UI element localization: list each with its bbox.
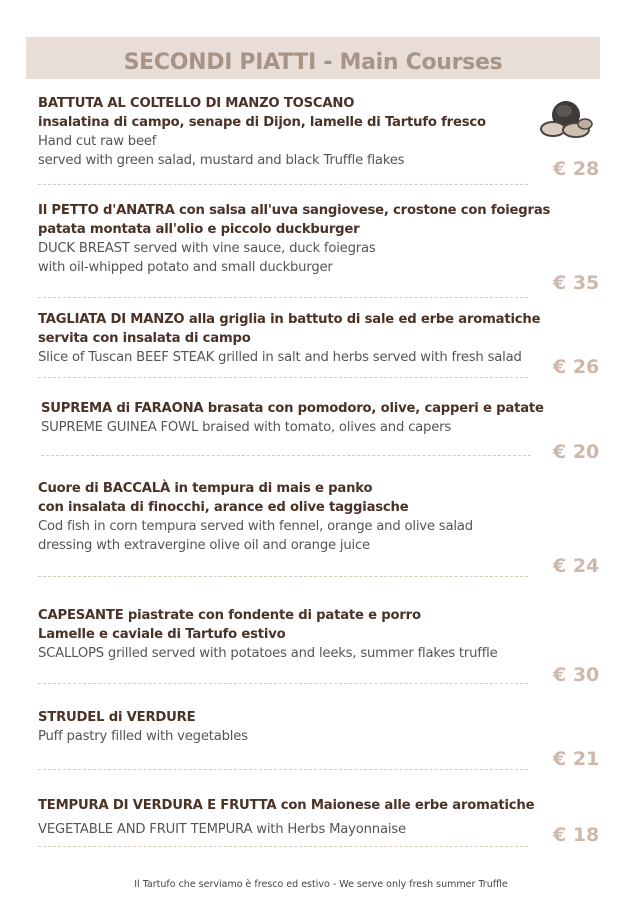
item-price: € 30 — [553, 664, 600, 686]
item-title: servita con insalata di campo — [38, 331, 251, 346]
item-title: SUPREMA di FARAONA brasata con pomodoro, olive, capperi e patate — [41, 401, 544, 416]
item-description: VEGETABLE AND FRUIT TEMPURA with Herbs Mayonnaise — [38, 822, 406, 837]
item-description: Hand cut raw beef — [38, 134, 157, 149]
dashed-divider — [38, 377, 528, 378]
dashed-divider — [41, 455, 531, 456]
item-price: € 24 — [553, 555, 600, 577]
item-title: con insalata di finocchi, arance ed olive taggiasche — [38, 500, 409, 515]
item-title: TAGLIATA DI MANZO alla griglia in battuto di sale ed erbe aromatiche — [38, 312, 541, 327]
item-description: Slice of Tuscan BEEF STEAK grilled in salt and herbs served with fresh salad — [38, 350, 522, 365]
item-description: with oil-whipped potato and small duckburger — [38, 260, 333, 275]
truffle-image — [538, 97, 594, 141]
item-description: DUCK BREAST served with vine sauce, duck foiegras — [38, 241, 376, 256]
dashed-divider — [38, 683, 528, 684]
item-title: Lamelle e caviale di Tartufo estivo — [38, 627, 286, 642]
menu-item — [38, 479, 538, 555]
item-description: Cod fish in corn tempura served with fennel, orange and olive salad — [38, 519, 473, 534]
item-title: STRUDEL di VERDURE — [38, 710, 196, 725]
menu-item — [38, 796, 538, 839]
item-description: SUPREME GUINEA FOWL braised with tomato, olives and capers — [41, 420, 452, 435]
item-title: insalatina di campo, senape di Dijon, lamelle di Tartufo fresco — [38, 115, 486, 130]
section-title: SECONDI PIATTI - Main Courses — [123, 50, 503, 75]
item-price: € 21 — [553, 748, 600, 770]
item-price: € 18 — [553, 824, 600, 846]
item-title: BATTUTA AL COLTELLO DI MANZO TOSCANO — [38, 96, 355, 111]
item-title: TEMPURA DI VERDURA E FRUTTA con Maionese alle erbe aromatiche — [38, 798, 535, 813]
menu-item — [38, 94, 538, 170]
item-description: SCALLOPS grilled served with potatoes and leeks, summer flakes truffle — [38, 646, 498, 661]
dashed-divider — [38, 576, 528, 577]
menu-item — [41, 399, 544, 437]
dashed-divider — [38, 184, 528, 185]
section-header — [26, 37, 600, 79]
item-title: Cuore di BACCALÀ in tempura di mais e panko — [38, 481, 373, 496]
item-price: € 26 — [553, 356, 600, 378]
item-title: patata montata all'olio e piccolo duckburger — [38, 222, 360, 237]
item-price: € 35 — [553, 272, 600, 294]
menu-item — [38, 606, 538, 663]
menu-item — [38, 310, 541, 367]
item-price: € 28 — [553, 158, 600, 180]
item-title: Il PETTO d'ANATRA con salsa all'uva sangiovese, crostone con foiegras — [38, 203, 551, 218]
menu-item — [38, 201, 551, 277]
dashed-divider — [38, 297, 528, 298]
item-description: served with green salad, mustard and black Truffle flakes — [38, 153, 405, 168]
menu-item — [38, 708, 538, 746]
item-description: dressing wth extravergine olive oil and orange juice — [38, 538, 370, 553]
item-description: Puff pastry filled with vegetables — [38, 729, 248, 744]
item-price: € 20 — [553, 441, 600, 463]
dashed-divider — [38, 846, 528, 847]
item-title: CAPESANTE piastrate con fondente di patate e porro — [38, 608, 421, 623]
footer-note: Il Tartufo che serviamo è fresco ed estivo - We serve only fresh summer Truffle — [134, 879, 508, 890]
dashed-divider — [38, 769, 528, 770]
